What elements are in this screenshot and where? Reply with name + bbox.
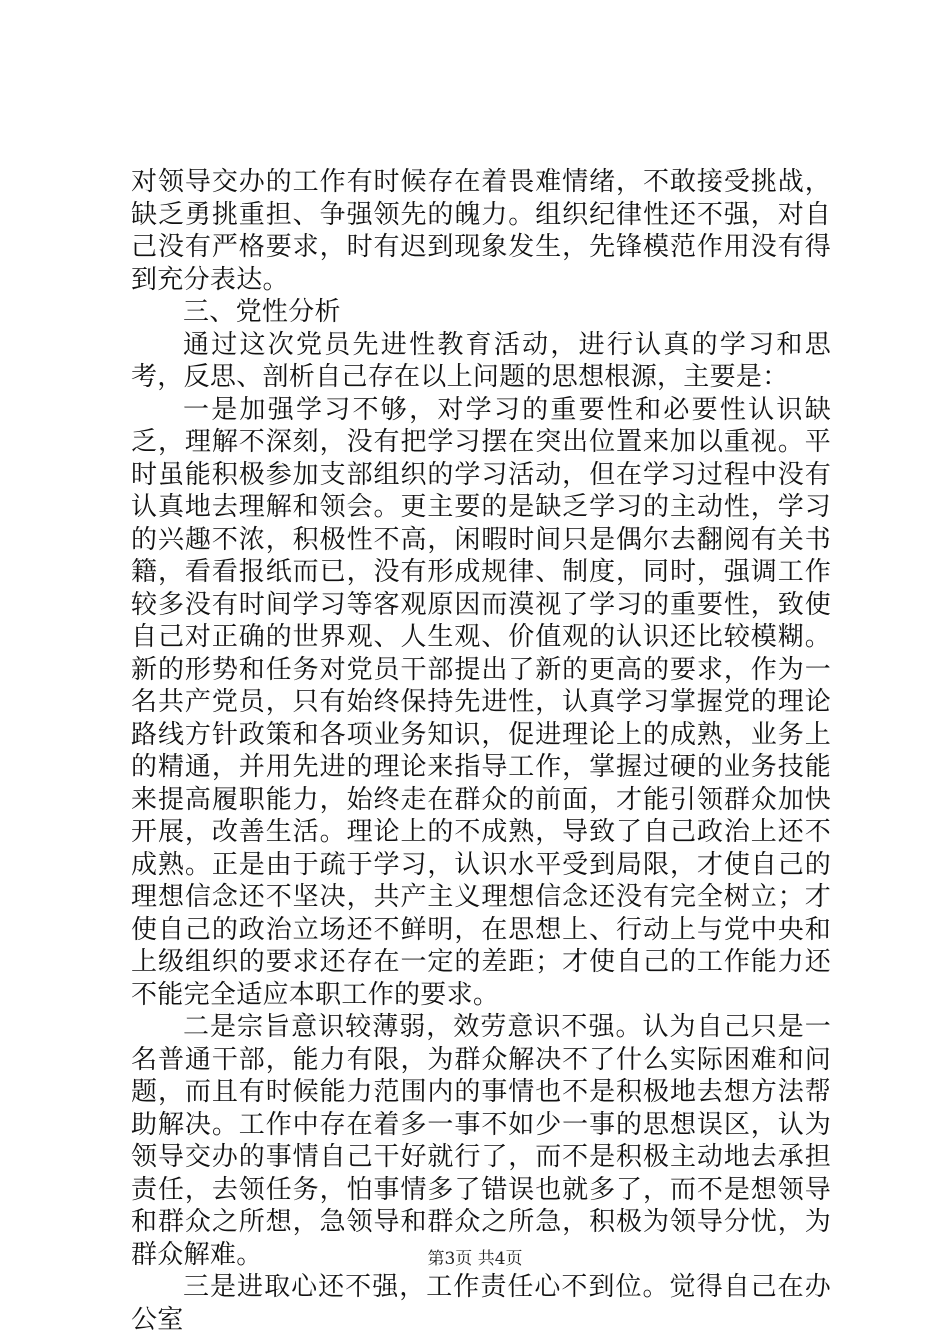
document-body bbox=[131, 166, 831, 1336]
paragraph-continuation: 对领导交办的工作有时候存在着畏难情绪，不敢接受挑战，缺乏勇挑重担、争强领先的魄力。组织纪律性还不强，对自己没有严格要求，时有迟到现象发生，先锋模范作用没有得到充分表达。 bbox=[131, 167, 831, 295]
paragraph-point-three: 三是进取心还不强，工作责任心不到位。觉得自己在办公室 bbox=[131, 1272, 831, 1335]
paragraph-point-two: 二是宗旨意识较薄弱，效劳意识不强。认为自己只是一名普通干部，能力有限，为群众解决不了什么实际困难和问题，而且有时候能力范围内的事情也不是积极地去想方法帮助解决。工作中存在着多一事不如少一事的思想误区，认为领导交办的事情自己干好就行了，而不是积极主动地去承担责任，去领任务，怕事情多了错误也就多了，而不是想领导和群众之所想，急领导和群众之所急，积极为领导分忧，为群众解难。 bbox=[131, 1012, 831, 1270]
paragraph-intro: 通过这次党员先进性教育活动，进行认真的学习和思考，反思、剖析自己存在以上问题的思想根源，主要是： bbox=[131, 329, 831, 392]
section-heading: 三、党性分析 bbox=[183, 297, 341, 327]
page-number: 第3页 共4页 bbox=[427, 1249, 523, 1269]
paragraph-point-one: 一是加强学习不够，对学习的重要性和必要性认识缺乏，理解不深刻，没有把学习摆在突出位置来加以重视。平时虽能积极参加支部组织的学习活动，但在学习过程中没有认真地去理解和领会。更主要的是缺乏学习的主动性，学习的兴趣不浓，积极性不高，闲暇时间只是偶尔去翻阅有关书籍，看看报纸而已，没有形成规律、制度，同时，强调工作较多没有时间学习等客观原因而漠视了学习的重要性，致使自己对正确的世界观、人生观、价值观的认识还比较模糊。新的形势和任务对党员干部提出了新的更高的要求，作为一名共产党员，只有始终保持先进性，认真学习掌握党的理论路线方针政策和各项业务知识，促进理论上的成熟，业务上的精通，并用先进的理论来指导工作，掌握过硬的业务技能来提高履职能力，始终走在群众的前面，才能引领群众加快开展，改善生活。理论上的不成熟，导致了自己政治上还不成熟。正是由于疏于学习，认识水平受到局限，才使自己的理想信念还不坚决，共产主义理想信念还没有完全树立；才使自己的政治立场还不鲜明，在思想上、行动上与党中央和上级组织的要求还存在一定的差距；才使自己的工作能力还不能完全适应本职工作的要求。 bbox=[131, 394, 831, 1010]
